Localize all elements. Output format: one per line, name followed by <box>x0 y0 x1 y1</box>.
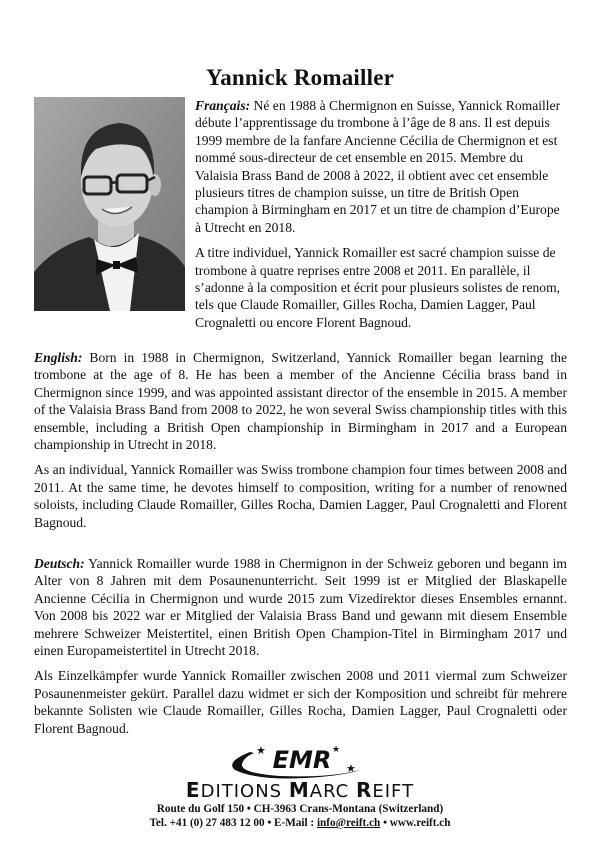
publisher-footer <box>0 740 600 830</box>
publisher-address: Route du Golf 150 • CH-3963 Crans-Montana (Switzerland) <box>156 803 444 815</box>
star-icon: ★ <box>346 762 356 775</box>
bio-german-paragraph-2: Als Einzelkämpfer wurde Yannick Romailler zwischen 2008 und 2011 viermal zum Schweizer Posaunenmeister gekürt. Parallel dazu widmet er sich der Komposition und schreibt für mehrere bekannte Solisten wie Claude Romailler, Gilles Rocha, Damien Lagger, Paul Crognaletti oder Florent Bagnoud. <box>34 668 567 736</box>
bio-french-paragraph-1: Français: Né en 1988 à Chermignon en Suisse, Yannick Romailler débute l’apprentissage du trombone à l’âge de 8 ans. Il est depuis 1999 membre de la fanfare Ancienne Cécilia de Chermignon et est nommé sous-directeur de cet ensemble en 2015. Membre du Valaisia Brass Band de 2008 à 2022, il obtient avec cet ensemble plusieurs titres de champion suisse, un titre de British Open champion à Birmingham en 2017 et un titre de champion d’Europe à Utrecht en 2018. <box>195 98 561 235</box>
language-label-english: English: <box>34 350 83 365</box>
emr-logo <box>220 740 380 782</box>
portrait-photo <box>34 97 185 311</box>
page-title: Yannick Romailler <box>205 65 395 91</box>
website-link[interactable]: www.reift.ch <box>389 817 451 829</box>
bio-english-paragraph-1: English: Born in 1988 in Chermignon, Switzerland, Yannick Romailler began learning the trombone at the age of 8. He has been a member of the Ancienne Cécilia brass band in Chermignon since 1999, and was appointed assistant director of the ensemble in 2015. A member of the Valaisia Brass Band from 2008 to 2022, he won several Swiss championship titles with this ensemble, including a British Open championship in Birmingham in 2017 and a European championship in Utrecht in 2018. <box>34 350 567 453</box>
language-label-german: Deutsch: <box>34 556 85 571</box>
publisher-name: EDITIONS MARC REIFT <box>185 778 415 802</box>
logo-text: EMR <box>272 746 332 774</box>
star-icon: ★ <box>332 745 341 755</box>
bio-english <box>34 349 567 539</box>
bio-german-paragraph-1: Deutsch: Yannick Romailler wurde 1988 in Chermignon in der Schweiz geboren und begann im Alter von 8 Jahren mit dem Posaunenunterricht. Seit 1999 ist er Mitglied der Blaskapelle Ancienne Cécilia in Chermignon und wurde 2015 zum Vizedirektor dieses Ensembles ernannt. Von 2008 bis 2022 war er Mitglied der Valaisia Brass Band und gewann mit diesem Ensemble mehrere Schweizer Meistertitel, einen British Open Champion-Titel in Birmingham 2017 und einen Europameistertitel in Utrecht 2018. <box>34 556 567 659</box>
email-link[interactable]: info@reift.ch <box>316 817 381 829</box>
star-icon: ★ <box>256 744 266 757</box>
bio-french <box>195 97 567 339</box>
bio-english-paragraph-2: As an individual, Yannick Romailler was Swiss trombone champion four times between 2008 and 2011. At the same time, he devotes himself to composition, writing for a number of renowned soloists, including Claude Romailler, Gilles Rocha, Damien Lagger, Paul Crognaletti and Florent Bagnoud. <box>34 462 567 530</box>
bio-german <box>34 555 567 745</box>
publisher-contact: Tel. +41 (0) 27 483 12 00 • E-Mail : info@reift.ch • www.reift.ch <box>149 817 451 829</box>
bio-french-paragraph-2: A titre individuel, Yannick Romailler est sacré champion suisse de trombone à quatre reprises entre 2008 et 2011. En parallèle, il s’adonne à la composition et écrit pour plusieurs solistes de renom, tels que Claude Romailler, Gilles Rocha, Damien Lagger, Paul Crognaletti ou encore Florent Bagnoud. <box>195 245 561 330</box>
portrait-image <box>34 97 185 311</box>
language-label-french: Français: <box>195 98 251 113</box>
